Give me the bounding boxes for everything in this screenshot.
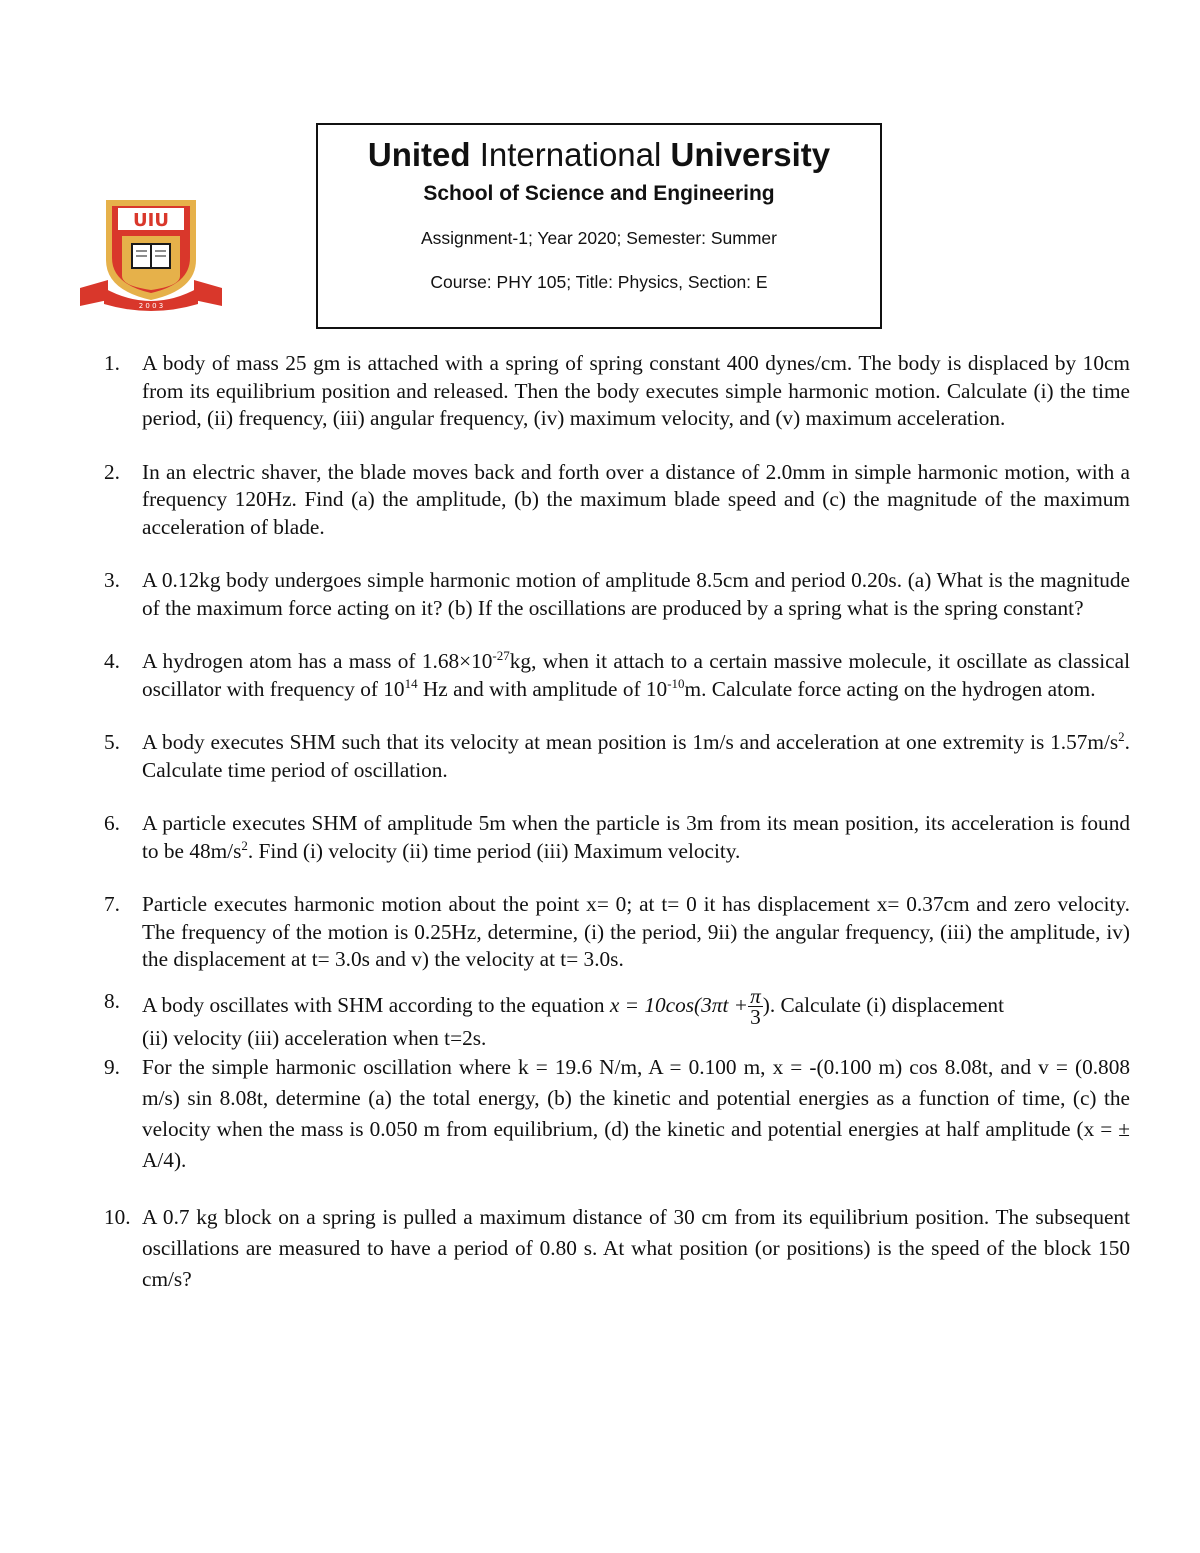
question-text: A body oscillates with SHM according to the equation x = 10cos(3πt + $\frac{\pi}{3}$ ). Calculate (i) displacement (ii) velocity (iii) acceleration when t=2s.	[142, 984, 1005, 1050]
university-name-word-3: University	[670, 136, 831, 173]
university-name-word-2: International	[479, 136, 662, 173]
title-box	[316, 123, 882, 329]
question-number: 10.	[104, 1204, 131, 1229]
question-5	[104, 729, 1130, 784]
equation: x = 10cos(3πt + $\frac{\pi}{3}$ )	[609, 984, 770, 1030]
question-text: A hydrogen atom has a mass of $1.68\times 10^{-27}kg$, when it attach to a certain massive molecule, it oscillate as classical oscillator with frequency of $10^{14}$ Hz and with amplitude of $10^{-10}m$. Calculate force acting on the hydrogen atom.	[142, 647, 1130, 701]
university-logo	[78, 196, 224, 312]
question-7	[104, 891, 1130, 974]
question-text: A 0.12kg body undergoes simple harmonic motion of amplitude 8.5cm and period 0.20s. (a) What is the magnitude of the maximum force acting on it? (b) If the oscillations are produced by a spring what is the spring constant?	[142, 568, 1130, 620]
question-number: 4.	[104, 649, 120, 673]
question-number: 3.	[104, 568, 120, 592]
question-number: 7.	[104, 892, 120, 916]
question-6	[104, 810, 1130, 865]
university-name	[318, 135, 880, 175]
question-10	[104, 1202, 1130, 1295]
question-1	[104, 350, 1130, 433]
question-number: 1.	[104, 351, 120, 375]
question-number: 6.	[104, 811, 120, 835]
question-2	[104, 459, 1130, 542]
question-number: 9.	[104, 1054, 120, 1079]
university-name-word-1: United	[367, 136, 471, 173]
question-text: For the simple harmonic oscillation where k = 19.6 N/m, A = 0.100 m, x = -(0.100 m) cos 8.08t, and v = (0.808 m/s) sin 8.08t, determine (a) the total energy, (b) the kinetic and potential energies as a function of time, (c) the velocity when the mass is 0.050 m from equilibrium, (d) the kinetic and potential energies at half amplitude (x = ± A/4).	[142, 1054, 1130, 1172]
logo-text: UIU	[133, 210, 169, 231]
question-text: In an electric shaver, the blade moves back and forth over a distance of 2.0mm in simple harmonic motion, with a frequency 120Hz. Find (a) the amplitude, (b) the maximum blade speed and (c) the magnitude of the maximum acceleration of blade.	[142, 459, 1130, 539]
course-line: Course: PHY 105; Title: Physics, Section: E	[430, 272, 768, 292]
question-text: A particle executes SHM of amplitude 5m when the particle is 3m from its mean position, its acceleration is found to be $48m/s^2$. Find (i) velocity (ii) time period (iii) Maximum velocity.	[142, 811, 1130, 863]
uiu-crest-icon	[78, 196, 224, 312]
svg-text:2 0 0 3: 2 0 0 3	[138, 302, 164, 310]
question-8	[104, 984, 1130, 1052]
question-3	[104, 567, 1130, 622]
assignment-line: Assignment-1; Year 2020; Semester: Summer	[420, 228, 777, 248]
question-9	[104, 1052, 1130, 1176]
question-text: A 0.7 kg block on a spring is pulled a maximum distance of 30 cm from its equilibrium position. The subsequent oscillations are measured to have a period of 0.80 s. At what position (or positions) is the speed of the block 150 cm/s?	[142, 1204, 1130, 1291]
school-name: School of Science and Engineering	[423, 182, 775, 205]
question-text: Particle executes harmonic motion about the point x= 0; at t= 0 it has displacement x= 0.37cm and zero velocity. The frequency of the motion is 0.25Hz, determine, (i) the period, 9ii) the angular frequency, (iii) the amplitude, iv) the displacement at t= 3.0s and v) the velocity at t= 3.0s.	[142, 892, 1130, 971]
question-number: 5.	[104, 730, 120, 754]
question-list	[104, 350, 1130, 1321]
question-4	[104, 648, 1130, 703]
question-text: A body of mass 25 gm is attached with a spring of spring constant 400 dynes/cm. The body is displaced by 10cm from its equilibrium position and released. Then the body executes simple harmonic motion. Calculate (i) the time period, (ii) frequency, (iii) angular frequency, (iv) maximum velocity, and (v) maximum acceleration.	[142, 351, 1130, 430]
question-number: 8.	[104, 988, 120, 1013]
question-number: 2.	[104, 459, 120, 484]
question-text: A body executes SHM such that its velocity at mean position is 1m/s and acceleration at one extremity is $1.57m/s^2$. Calculate time period of oscillation.	[142, 728, 1130, 782]
